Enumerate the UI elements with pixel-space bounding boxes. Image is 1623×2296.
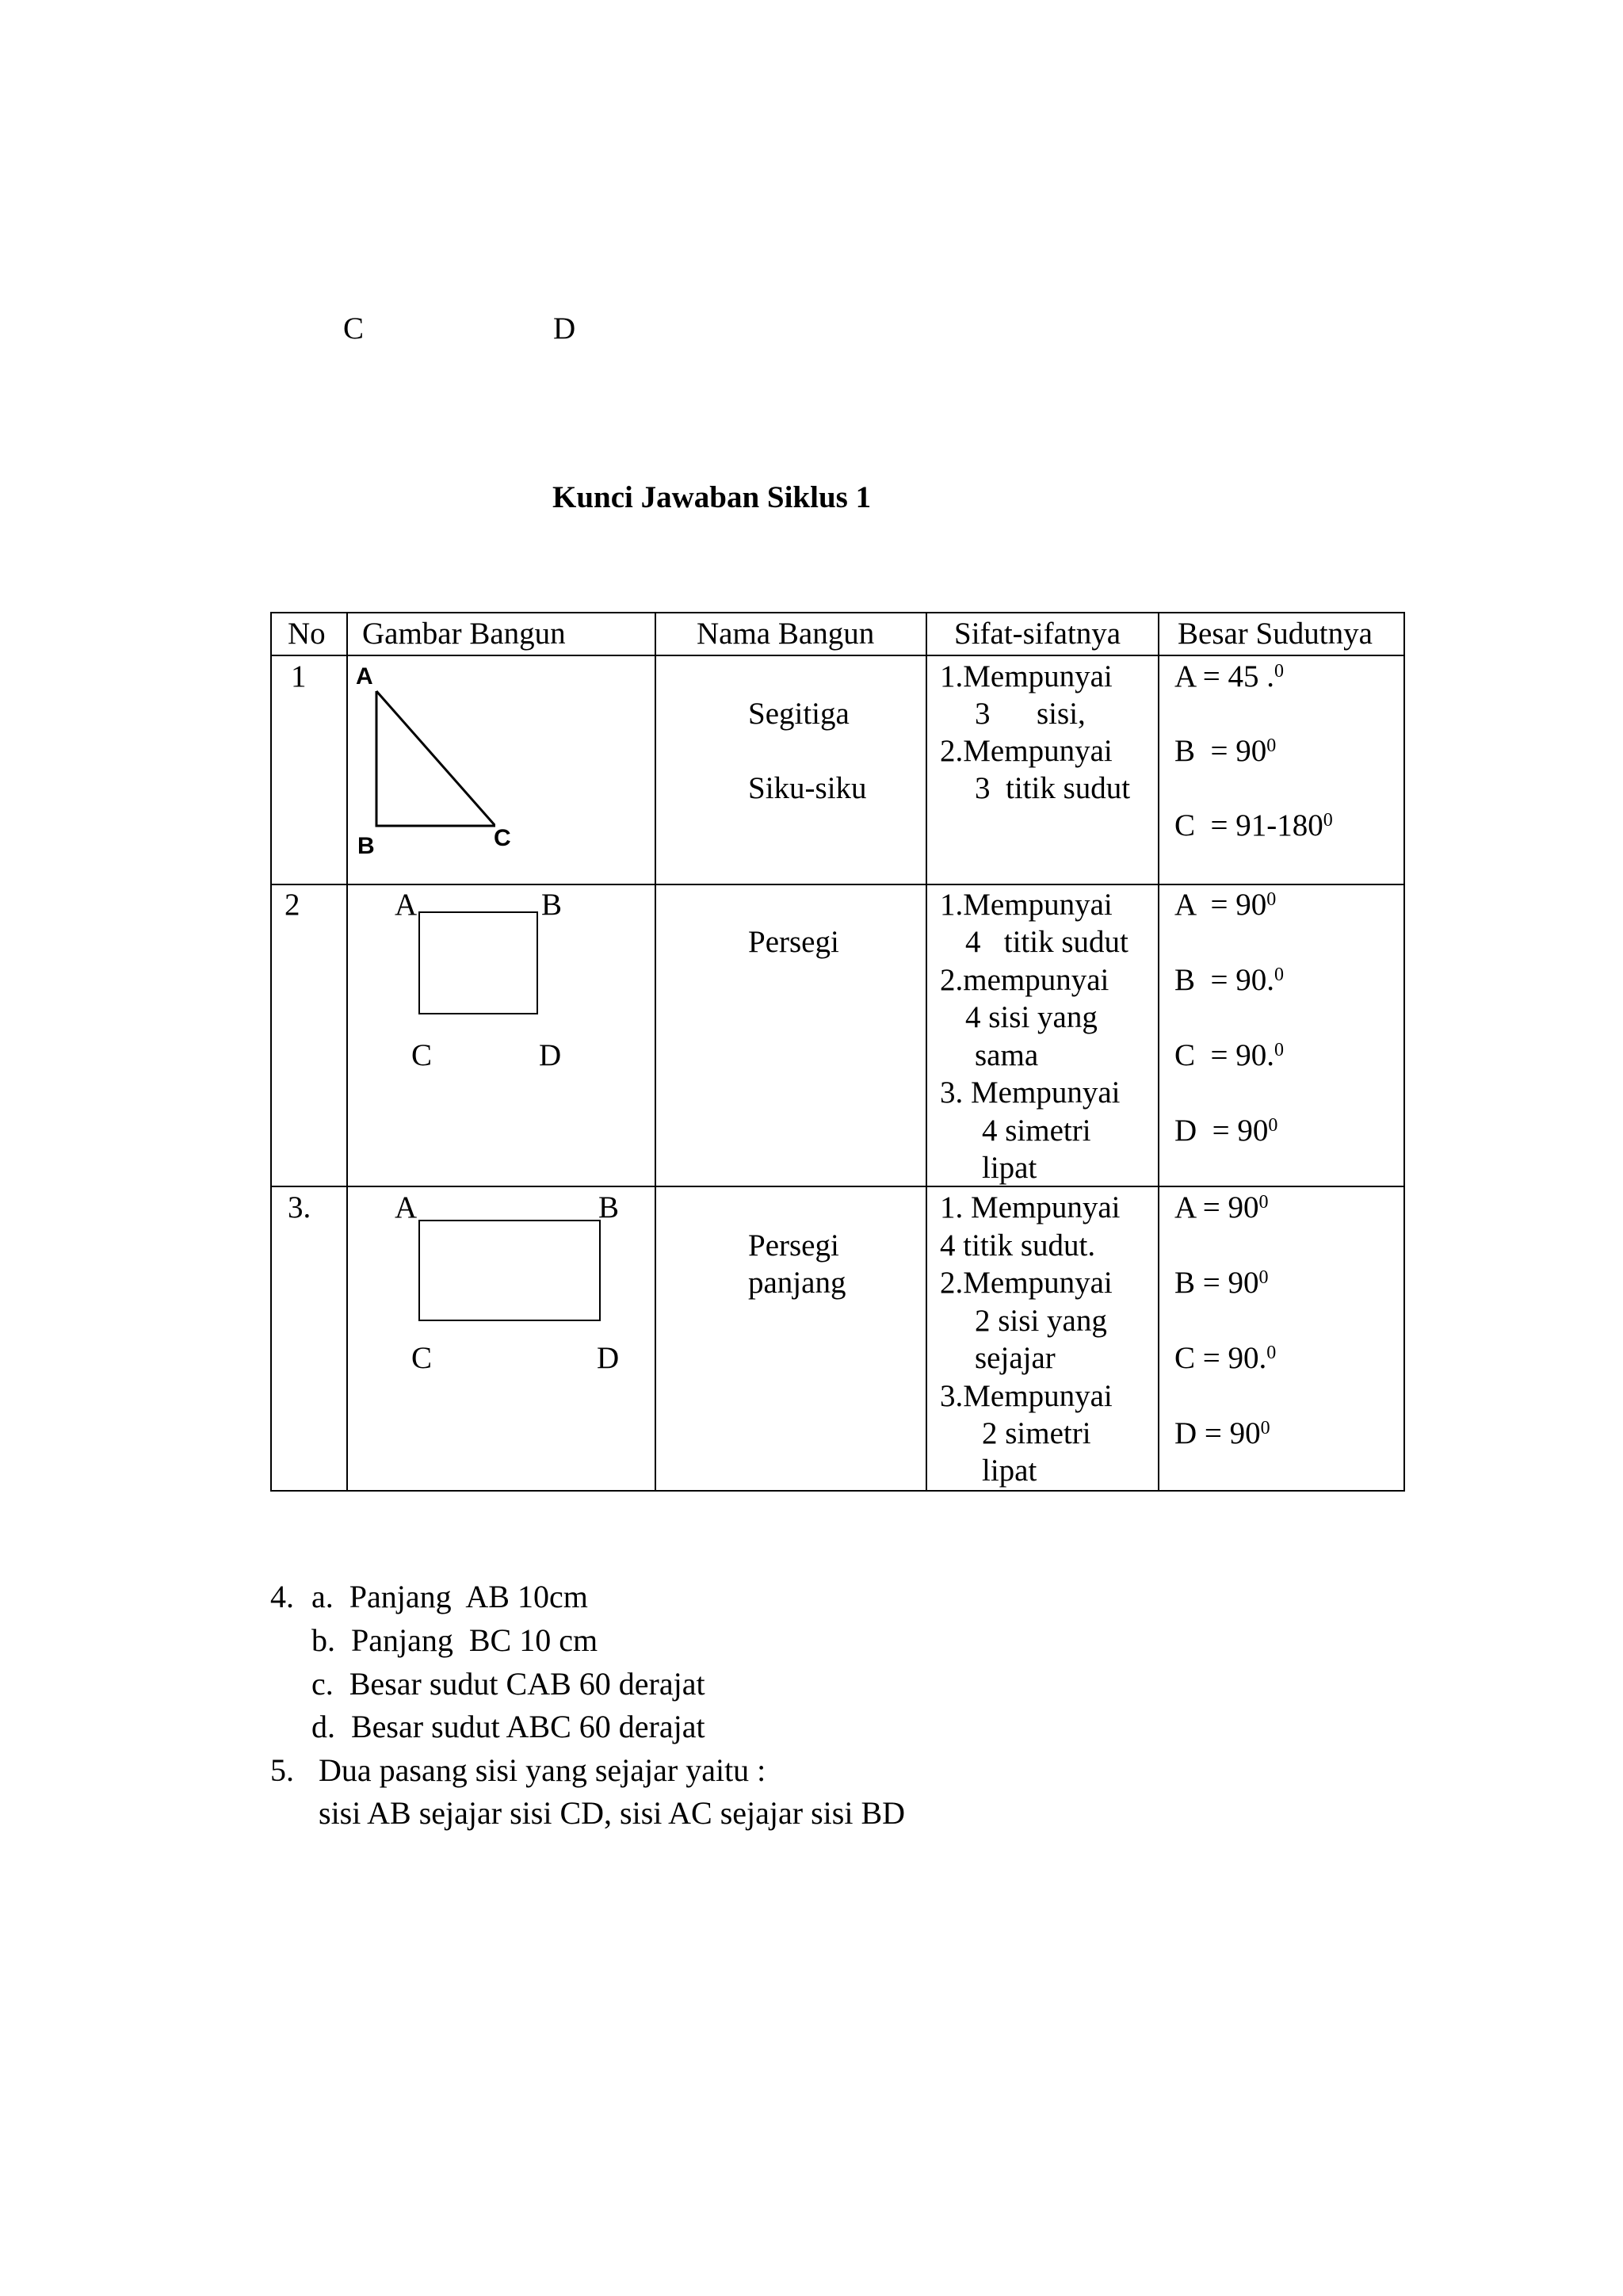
row-2-property-4: 4 sisi yang bbox=[965, 1000, 1098, 1034]
top-label-c: C bbox=[343, 311, 365, 346]
table-divider-4 bbox=[1158, 612, 1159, 1492]
row-3-no: 3. bbox=[288, 1190, 311, 1224]
table-row-divider-1 bbox=[270, 884, 1405, 885]
row-1-label-b: B bbox=[357, 833, 375, 859]
row-1-label-a: A bbox=[356, 663, 373, 690]
row-1-property-4: 3 titik sudut bbox=[975, 771, 1131, 805]
table-divider-1 bbox=[346, 612, 348, 1492]
row-3-property-1: 1. Mempunyai bbox=[940, 1190, 1121, 1224]
row-2-label-d: D bbox=[539, 1038, 562, 1072]
table-border-right bbox=[1403, 612, 1405, 1492]
row-3-property-6: 3.Mempunyai bbox=[940, 1379, 1113, 1413]
table-row-divider-2 bbox=[270, 1186, 1405, 1187]
row-2-property-7: 4 simetri bbox=[982, 1114, 1091, 1148]
row-1-angle-b: $B = 90^0$ bbox=[1174, 734, 1277, 768]
header-besar-sudutnya: Besar Sudutnya bbox=[1178, 617, 1373, 651]
page-title: Kunci Jawaban Siklus 1 bbox=[552, 480, 872, 514]
row-3-property-5: sejajar bbox=[975, 1341, 1056, 1375]
row-3-label-c: C bbox=[411, 1341, 433, 1375]
row-2-angle-b: B = 90.$^0$ bbox=[1174, 963, 1285, 997]
answer-4b: b. Panjang BC 10 cm bbox=[311, 1622, 598, 1658]
row-2-label-c: C bbox=[411, 1038, 433, 1072]
row-3-property-2: 4 titik sudut. bbox=[940, 1228, 1096, 1263]
row-2-name-line-1: Persegi bbox=[748, 925, 839, 959]
row-3-property-4: 2 sisi yang bbox=[975, 1304, 1107, 1338]
row-3-property-7: 2 simetri bbox=[982, 1416, 1091, 1450]
answer-5-number: 5. bbox=[270, 1752, 294, 1788]
row-1-name-line-2: Siku-siku bbox=[748, 771, 867, 805]
row-2-property-6: 3. Mempunyai bbox=[940, 1075, 1121, 1110]
answer-4d: d. Besar sudut ABC 60 derajat bbox=[311, 1709, 705, 1744]
header-sifat-sifatnya: Sifat-sifatnya bbox=[954, 617, 1121, 651]
row-3-angle-c: C = 90.$^0$ bbox=[1174, 1341, 1277, 1375]
row-2-property-3: 2.mempunyai bbox=[940, 963, 1109, 997]
row-1-no: 1 bbox=[291, 659, 307, 693]
table-border-bottom bbox=[270, 1490, 1405, 1492]
table-divider-3 bbox=[926, 612, 927, 1492]
square-figure bbox=[418, 911, 538, 1014]
row-3-name-line-2: panjang bbox=[748, 1266, 846, 1300]
row-3-label-b: B bbox=[598, 1190, 620, 1224]
row-2-no: 2 bbox=[285, 888, 300, 922]
row-3-property-8: lipat bbox=[982, 1454, 1037, 1488]
header-gambar-bangun: Gambar Bangun bbox=[362, 617, 566, 651]
row-1-angle-a: A = 45 .$^0$ bbox=[1174, 659, 1285, 693]
row-1-angle-c: $C = 91-180^0$ bbox=[1174, 808, 1333, 842]
row-2-property-8: lipat bbox=[982, 1151, 1037, 1185]
header-no: No bbox=[288, 617, 326, 651]
row-1-property-1: 1.Mempunyai bbox=[940, 659, 1113, 693]
table-border-left bbox=[270, 612, 272, 1492]
row-2-label-b: B bbox=[541, 888, 563, 922]
answer-5-line-2: sisi AB sejajar sisi CD, sisi AC sejajar sisi BD bbox=[319, 1795, 906, 1831]
row-1-property-2: 3 sisi, bbox=[975, 697, 1086, 731]
top-label-d: D bbox=[553, 311, 576, 346]
row-1-label-c: C bbox=[494, 825, 511, 851]
row-2-property-1: 1.Mempunyai bbox=[940, 888, 1113, 922]
row-3-property-3: 2.Mempunyai bbox=[940, 1266, 1113, 1300]
row-3-angle-b: $B = 90^0$ bbox=[1174, 1266, 1269, 1300]
row-3-angle-a: $A = 90^0$ bbox=[1174, 1190, 1269, 1224]
table-divider-2 bbox=[655, 612, 656, 1492]
answer-4a: a. Panjang AB 10cm bbox=[311, 1579, 588, 1614]
row-2-property-2: 4 titik sudut bbox=[965, 925, 1128, 959]
answer-4c: c. Besar sudut CAB 60 derajat bbox=[311, 1666, 705, 1702]
row-3-label-a: A bbox=[395, 1190, 418, 1224]
row-3-angle-d: $D = 90^0$ bbox=[1174, 1416, 1270, 1450]
row-3-name-line-1: Persegi bbox=[748, 1228, 839, 1263]
row-2-angle-c: C = 90.$^0$ bbox=[1174, 1038, 1285, 1072]
answer-table bbox=[270, 612, 1405, 1492]
header-nama-bangun: Nama Bangun bbox=[697, 617, 875, 651]
answer-4-number: 4. bbox=[270, 1579, 294, 1614]
row-1-name-line-1: Segitiga bbox=[748, 697, 850, 731]
row-1-property-3: 2.Mempunyai bbox=[940, 734, 1113, 768]
rectangle-figure bbox=[418, 1220, 601, 1321]
row-2-angle-d: $D = 90^0$ bbox=[1174, 1114, 1278, 1148]
row-2-label-a: A bbox=[395, 888, 418, 922]
row-3-label-d: D bbox=[597, 1341, 620, 1375]
answer-5-line-1: Dua pasang sisi yang sejajar yaitu : bbox=[319, 1752, 766, 1788]
row-2-property-5: sama bbox=[975, 1038, 1039, 1072]
table-header-divider bbox=[270, 655, 1405, 656]
row-2-angle-a: $A = 90^0$ bbox=[1174, 888, 1277, 922]
table-border-top bbox=[270, 612, 1405, 613]
